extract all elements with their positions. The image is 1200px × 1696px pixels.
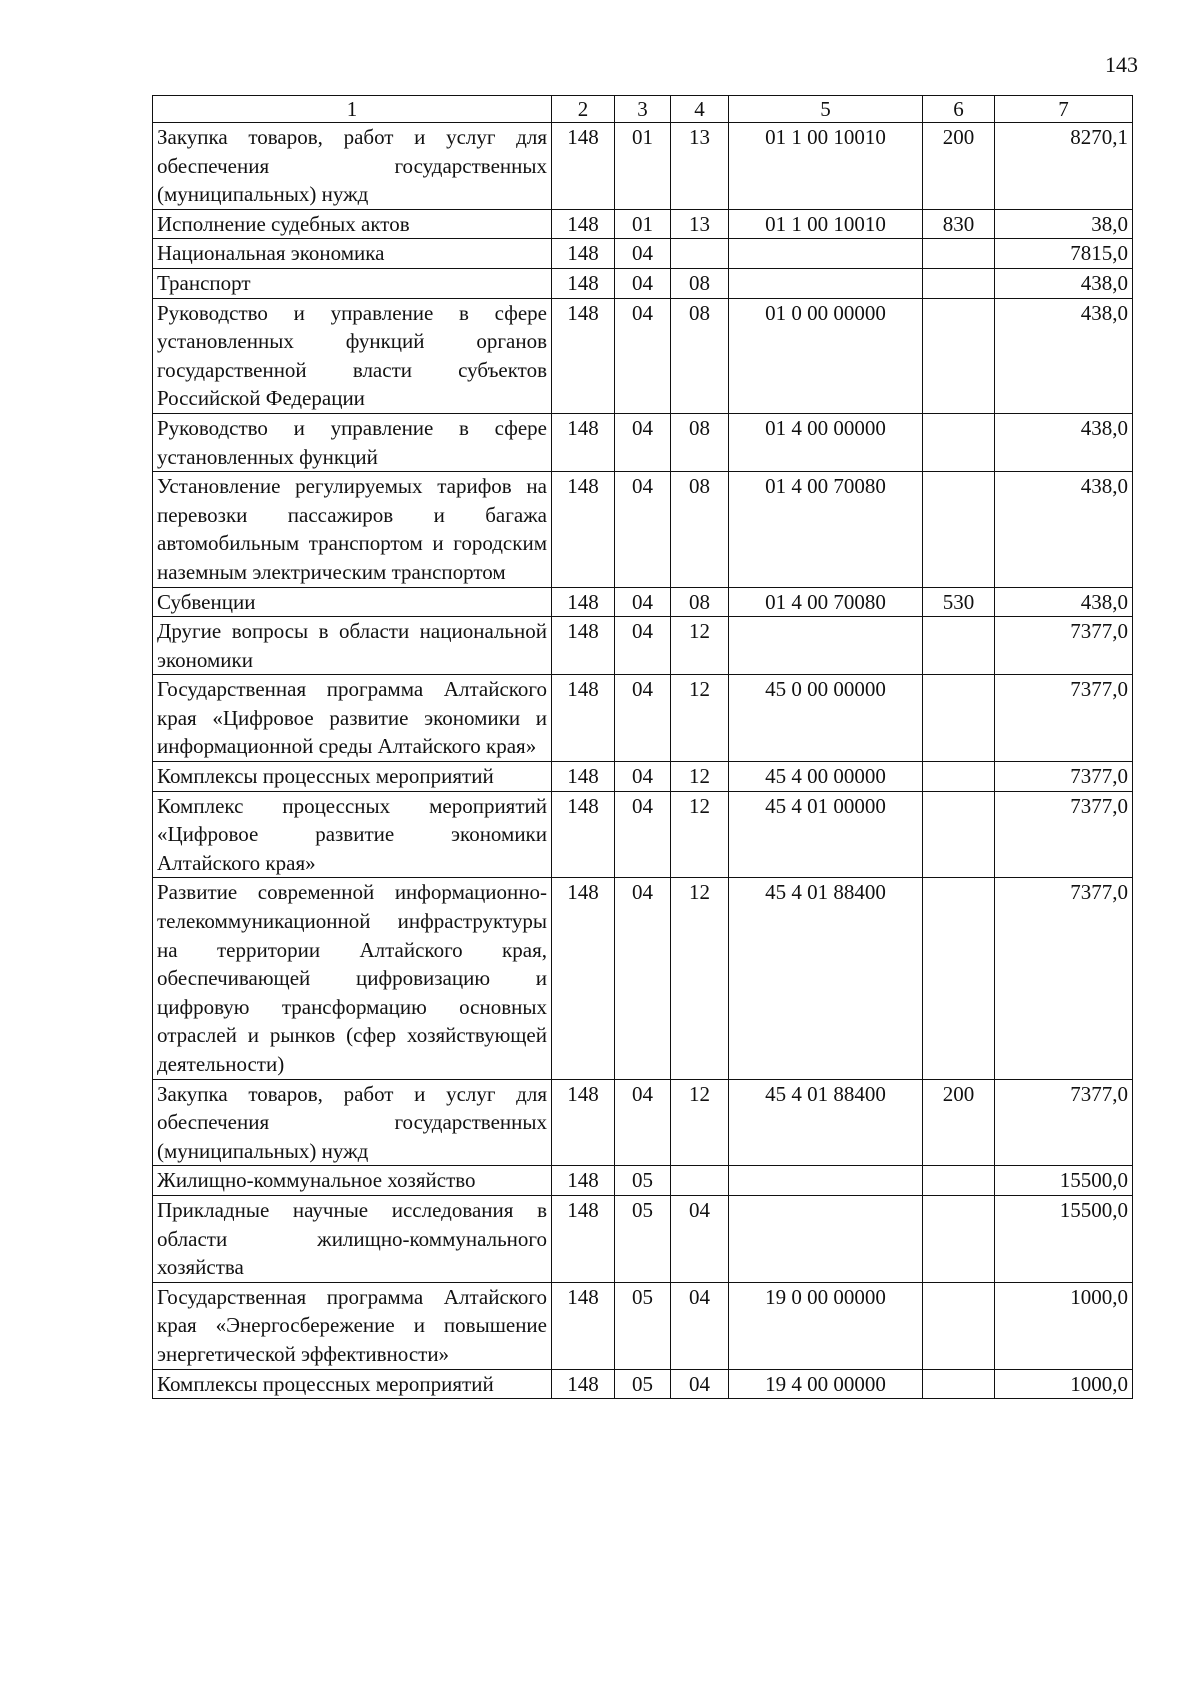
budget-code-cell: 148 — [552, 587, 615, 617]
expense-type-cell — [923, 1195, 995, 1282]
subsection-cell: 12 — [671, 675, 729, 762]
header-cell: 7 — [995, 96, 1133, 123]
section-cell: 04 — [615, 239, 671, 269]
section-cell: 04 — [615, 675, 671, 762]
header-cell: 6 — [923, 96, 995, 123]
expense-type-cell — [923, 472, 995, 587]
header-row — [153, 96, 1133, 123]
amount-cell: 1000,0 — [995, 1282, 1133, 1369]
subsection-cell: 13 — [671, 209, 729, 239]
table-row — [153, 617, 1133, 675]
target-article-cell: 45 0 00 00000 — [729, 675, 923, 762]
expense-type-cell — [923, 791, 995, 878]
row-name-cell: Руководство и управление в сфере установленных функций — [153, 413, 552, 471]
section-cell: 04 — [615, 878, 671, 1079]
table-row — [153, 268, 1133, 298]
amount-cell: 38,0 — [995, 209, 1133, 239]
expense-type-cell — [923, 1282, 995, 1369]
page-number: 143 — [1105, 52, 1138, 77]
budget-code-cell: 148 — [552, 675, 615, 762]
row-name-cell: Закупка товаров, работ и услуг для обеспечения государственных (муниципальных) нужд — [153, 123, 552, 210]
header-cell: 4 — [671, 96, 729, 123]
amount-cell: 1000,0 — [995, 1369, 1133, 1399]
subsection-cell: 08 — [671, 298, 729, 413]
expense-type-cell — [923, 1369, 995, 1399]
table-row — [153, 1369, 1133, 1399]
amount-cell: 7377,0 — [995, 1079, 1133, 1166]
header-cell: 5 — [729, 96, 923, 123]
header-cell: 3 — [615, 96, 671, 123]
subsection-cell: 12 — [671, 762, 729, 792]
amount-cell: 438,0 — [995, 268, 1133, 298]
header-cell: 1 — [153, 96, 552, 123]
subsection-cell: 04 — [671, 1369, 729, 1399]
subsection-cell: 12 — [671, 791, 729, 878]
section-cell: 04 — [615, 1079, 671, 1166]
subsection-cell: 08 — [671, 413, 729, 471]
target-article-cell: 01 0 00 00000 — [729, 298, 923, 413]
row-name-cell: Национальная экономика — [153, 239, 552, 269]
section-cell: 04 — [615, 413, 671, 471]
row-name-cell: Закупка товаров, работ и услуг для обеспечения государственных (муниципальных) нужд — [153, 1079, 552, 1166]
table-row — [153, 209, 1133, 239]
amount-cell: 8270,1 — [995, 123, 1133, 210]
expense-type-cell — [923, 1166, 995, 1196]
subsection-cell: 13 — [671, 123, 729, 210]
expense-type-cell: 200 — [923, 1079, 995, 1166]
section-cell: 04 — [615, 587, 671, 617]
amount-cell: 7377,0 — [995, 617, 1133, 675]
section-cell: 05 — [615, 1282, 671, 1369]
row-name-cell: Государственная программа Алтайского края «Цифровое развитие экономики и информационной среды Алтайского края» — [153, 675, 552, 762]
table-row — [153, 413, 1133, 471]
table-row — [153, 878, 1133, 1079]
row-name-cell: Комплексы процессных мероприятий — [153, 1369, 552, 1399]
subsection-cell: 04 — [671, 1195, 729, 1282]
row-name-cell: Комплекс процессных мероприятий «Цифровое развитие экономики Алтайского края» — [153, 791, 552, 878]
section-cell: 04 — [615, 472, 671, 587]
amount-cell: 438,0 — [995, 413, 1133, 471]
table-row — [153, 472, 1133, 587]
budget-code-cell: 148 — [552, 1166, 615, 1196]
target-article-cell: 19 4 00 00000 — [729, 1369, 923, 1399]
table-row — [153, 762, 1133, 792]
table-row — [153, 1079, 1133, 1166]
amount-cell: 7377,0 — [995, 791, 1133, 878]
budget-code-cell: 148 — [552, 209, 615, 239]
amount-cell: 7815,0 — [995, 239, 1133, 269]
budget-code-cell: 148 — [552, 413, 615, 471]
subsection-cell: 04 — [671, 1282, 729, 1369]
subsection-cell: 08 — [671, 268, 729, 298]
expense-type-cell — [923, 617, 995, 675]
section-cell: 04 — [615, 268, 671, 298]
subsection-cell: 08 — [671, 587, 729, 617]
expense-type-cell — [923, 298, 995, 413]
target-article-cell: 01 4 00 70080 — [729, 587, 923, 617]
expense-type-cell — [923, 675, 995, 762]
target-article-cell — [729, 617, 923, 675]
expense-type-cell — [923, 268, 995, 298]
target-article-cell — [729, 239, 923, 269]
row-name-cell: Другие вопросы в области национальной экономики — [153, 617, 552, 675]
budget-code-cell: 148 — [552, 1195, 615, 1282]
target-article-cell: 01 4 00 00000 — [729, 413, 923, 471]
row-name-cell: Жилищно-коммунальное хозяйство — [153, 1166, 552, 1196]
section-cell: 05 — [615, 1195, 671, 1282]
expense-type-cell: 830 — [923, 209, 995, 239]
expense-type-cell — [923, 762, 995, 792]
row-name-cell: Исполнение судебных актов — [153, 209, 552, 239]
amount-cell: 15500,0 — [995, 1166, 1133, 1196]
row-name-cell: Государственная программа Алтайского края «Энергосбережение и повышение энергетической эффективности» — [153, 1282, 552, 1369]
budget-code-cell: 148 — [552, 791, 615, 878]
section-cell: 04 — [615, 617, 671, 675]
section-cell: 04 — [615, 762, 671, 792]
section-cell: 05 — [615, 1369, 671, 1399]
subsection-cell: 12 — [671, 1079, 729, 1166]
amount-cell: 438,0 — [995, 472, 1133, 587]
budget-table — [152, 95, 1133, 1399]
table-row — [153, 675, 1133, 762]
amount-cell: 438,0 — [995, 298, 1133, 413]
table-row — [153, 298, 1133, 413]
section-cell: 05 — [615, 1166, 671, 1196]
target-article-cell: 01 4 00 70080 — [729, 472, 923, 587]
target-article-cell: 19 0 00 00000 — [729, 1282, 923, 1369]
target-article-cell: 45 4 01 88400 — [729, 1079, 923, 1166]
amount-cell: 7377,0 — [995, 675, 1133, 762]
table-row — [153, 1166, 1133, 1196]
budget-code-cell: 148 — [552, 1369, 615, 1399]
budget-code-cell: 148 — [552, 123, 615, 210]
section-cell: 01 — [615, 123, 671, 210]
row-name-cell: Комплексы процессных мероприятий — [153, 762, 552, 792]
budget-code-cell: 148 — [552, 472, 615, 587]
section-cell: 01 — [615, 209, 671, 239]
target-article-cell: 01 1 00 10010 — [729, 123, 923, 210]
subsection-cell: 08 — [671, 472, 729, 587]
expense-type-cell: 530 — [923, 587, 995, 617]
subsection-cell — [671, 239, 729, 269]
amount-cell: 438,0 — [995, 587, 1133, 617]
budget-code-cell: 148 — [552, 1079, 615, 1166]
table-row — [153, 1282, 1133, 1369]
budget-code-cell: 148 — [552, 1282, 615, 1369]
row-name-cell: Транспорт — [153, 268, 552, 298]
target-article-cell — [729, 268, 923, 298]
table-row — [153, 239, 1133, 269]
section-cell: 04 — [615, 298, 671, 413]
subsection-cell — [671, 1166, 729, 1196]
table-row — [153, 123, 1133, 210]
amount-cell: 7377,0 — [995, 762, 1133, 792]
expense-type-cell — [923, 413, 995, 471]
budget-code-cell: 148 — [552, 878, 615, 1079]
header-cell: 2 — [552, 96, 615, 123]
table-row — [153, 587, 1133, 617]
expense-type-cell: 200 — [923, 123, 995, 210]
target-article-cell: 45 4 01 00000 — [729, 791, 923, 878]
target-article-cell — [729, 1166, 923, 1196]
budget-code-cell: 148 — [552, 239, 615, 269]
expense-type-cell — [923, 239, 995, 269]
subsection-cell: 12 — [671, 878, 729, 1079]
budget-code-cell: 148 — [552, 762, 615, 792]
expense-type-cell — [923, 878, 995, 1079]
budget-code-cell: 148 — [552, 268, 615, 298]
target-article-cell — [729, 1195, 923, 1282]
row-name-cell: Установление регулируемых тарифов на перевозки пассажиров и багажа автомобильным транспортом и городским наземным электрическим транспортом — [153, 472, 552, 587]
row-name-cell: Прикладные научные исследования в области жилищно-коммунального хозяйства — [153, 1195, 552, 1282]
table-row — [153, 1195, 1133, 1282]
row-name-cell: Руководство и управление в сфере установленных функций органов государственной власти субъектов Российской Федерации — [153, 298, 552, 413]
section-cell: 04 — [615, 791, 671, 878]
row-name-cell: Развитие современной информационно-телекоммуникационной инфраструктуры на территории Алтайского края, обеспечивающей цифровизацию и цифровую трансформацию основных отраслей и рынков (сфер хозяйствующей деятельности) — [153, 878, 552, 1079]
target-article-cell: 45 4 01 88400 — [729, 878, 923, 1079]
table-row — [153, 791, 1133, 878]
budget-code-cell: 148 — [552, 298, 615, 413]
row-name-cell: Субвенции — [153, 587, 552, 617]
subsection-cell: 12 — [671, 617, 729, 675]
target-article-cell: 01 1 00 10010 — [729, 209, 923, 239]
amount-cell: 15500,0 — [995, 1195, 1133, 1282]
target-article-cell: 45 4 00 00000 — [729, 762, 923, 792]
amount-cell: 7377,0 — [995, 878, 1133, 1079]
budget-code-cell: 148 — [552, 617, 615, 675]
